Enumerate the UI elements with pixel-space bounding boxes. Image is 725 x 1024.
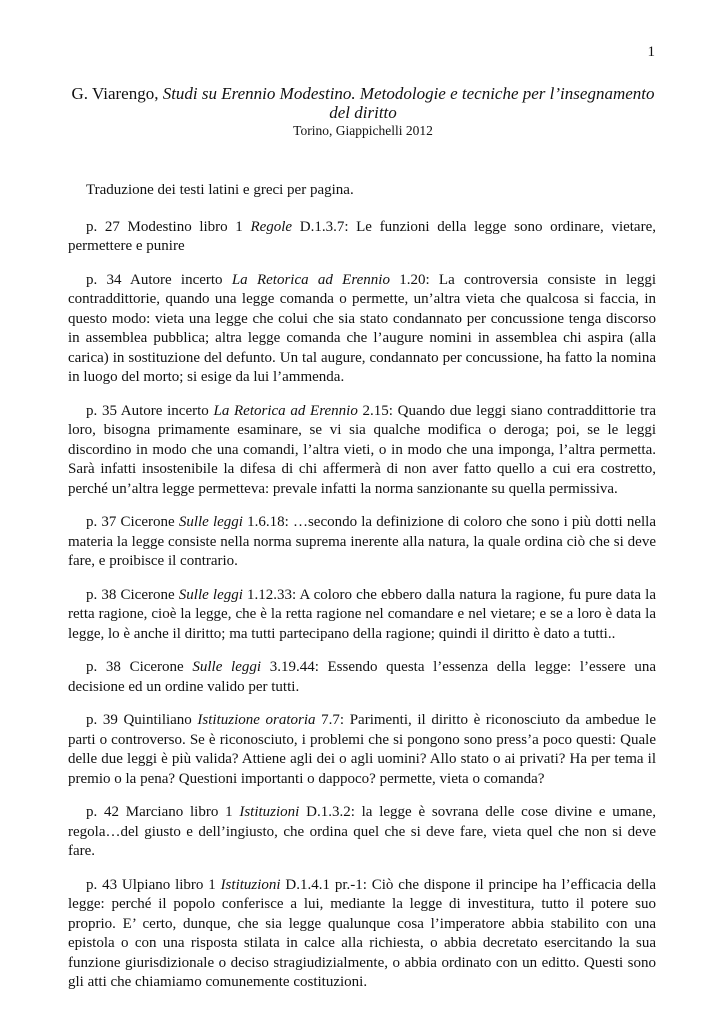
citation-work: Istituzione oratoria [197, 712, 316, 728]
citation-prefix: p. 38 Cicerone [86, 659, 193, 675]
citation-text: 7.7: Parimenti, il diritto è riconosciuto da ambedue le parti o controverso. Se è riconosciuto, i problemi che si pongono sono press’a poco questi: Quale delle due leggi è più valida? Attiene agli dei o agli uomini? Allo stato o ai privati? Ha per tema il premio o la pena? Questioni importanti o dappoco? permette, vieta o comanda? [68, 712, 656, 787]
citation-text: 2.15: Quando due leggi siano contraddittorie tra loro, bisogna primamente esaminare, se vi sia qualche modifica o deroga; poi, se le leggi discordino in modo che una comandi, l’altra vieti, o in modo che una imponga, l’altra permetta. Sarà infatti insostenibile la difesa di chi affermerà di non aver fatto quello a cui era costretto, perché un’altra legge permetteva: prevale infatti la norma sanzionante su quella permissiva. [68, 402, 656, 497]
citation-work: Sulle leggi [178, 514, 243, 530]
citation-work: Regole [250, 218, 293, 235]
page-number: 1 [647, 44, 655, 60]
citation-paragraph [68, 218, 656, 257]
citation-text: D.1.3.2: la legge è sovrana delle cose divine e umane, regola…del giusto e dell’ingiusto, che ordina quel che si deve fare, vieta quel che non si deve fare. [68, 804, 656, 859]
citation-prefix: p. 35 Autore incerto [86, 402, 214, 419]
citation-paragraph [68, 271, 656, 388]
citation-text: 1.12.33: A coloro che ebbero dalla natura la ragione, fu pure data la retta ragione, cioè la legge, che è la retta ragione nel comandare e nel vietare; e se a loro è data la legge, lo è anche il diritto; ma tutti partecipano della ragione; quindi il diritto è dato a tutti.. [68, 586, 656, 642]
citation-work: Sulle leggi [178, 586, 243, 603]
citation-prefix: p. 34 Autore incerto [86, 271, 232, 288]
citation-paragraph [68, 513, 656, 572]
title-author: G. Viarengo, [71, 84, 163, 103]
citation-prefix: p. 38 Cicerone [86, 586, 179, 603]
citation-prefix: p. 27 Modestino libro 1 [86, 218, 251, 235]
citation-paragraph [68, 803, 656, 862]
citation-work: La Retorica ad Erennio [213, 402, 358, 419]
citation-work: La Retorica ad Erennio [231, 271, 390, 288]
citation-prefix: p. 37 Cicerone [86, 514, 179, 530]
document-title [68, 84, 658, 122]
body-text [68, 181, 656, 1007]
citation-work: Istituzioni [220, 876, 281, 893]
citation-paragraph [68, 876, 656, 993]
citation-work: Sulle leggi [192, 659, 262, 675]
citation-text: D.1.3.7: Le funzioni della legge sono ordinare, vietare, permettere e punire [68, 218, 656, 254]
citation-paragraph [68, 711, 656, 789]
citation-work: Istituzioni [239, 804, 300, 820]
citation-prefix: p. 42 Marciano libro 1 [86, 804, 240, 820]
citation-prefix: p. 43 Ulpiano libro 1 [86, 876, 221, 893]
citation-text: 1.20: La controversia consiste in leggi contraddittorie, quando una legge comanda o permette, un’altra vieta che qualcosa si faccia, in questo modo: vieta una legge che colui che sia stato condannato per concussione tenga discorso in assemblea pubblica; altra legge comanda che l’augure nomini in assemblea chi aspira (alla carica) in sostituzione del defunto. Un tal augure, condannato per concussione, ha fatto la nomina in luogo del morto; si esige da lui l’ammenda. [68, 271, 656, 385]
citation-text: D.1.4.1 pr.-1: Ciò che dispone il principe ha l’efficacia della legge: perché il popolo conferisce a lui, mediante la legge di investitura, tutto il potere suo proprio. E’ certo, dunque, che sia legge qualunque cosa l’imperatore abbia stabilito con una epistola o con una risposta stilata in calce alla richiesta, o abbia decretato esercitando la sua funzione giurisdizionale o deciso stragiudizialmente, o abbia ordinato con un editto. Questi sono gli atti che chiamiamo comunemente costituzioni. [68, 876, 656, 990]
citation-paragraph [68, 658, 656, 697]
citation-text: 1.6.18: …secondo la definizione di coloro che sono i più dotti nella materia la legge consiste nella norma suprema inerente alla natura, la quale ordina ciò che si deve fare, e proibisce il contrario. [68, 514, 656, 569]
intro-paragraph: Traduzione dei testi latini e greci per pagina. [86, 182, 354, 198]
document-header [68, 84, 658, 139]
title-work: Studi su Erennio Modestino. Metodologie e tecniche per l’insegnamento del diritto [162, 84, 655, 122]
publisher-line: Torino, Giappichelli 2012 [293, 123, 433, 138]
citation-text: 3.19.44: Essendo questa l’essenza della legge: l’essere una decisione ed un ordine valido per tutti. [68, 659, 657, 695]
citation-paragraph [68, 402, 656, 500]
citation-prefix: p. 39 Quintiliano [86, 712, 198, 728]
citation-paragraph [68, 586, 656, 645]
